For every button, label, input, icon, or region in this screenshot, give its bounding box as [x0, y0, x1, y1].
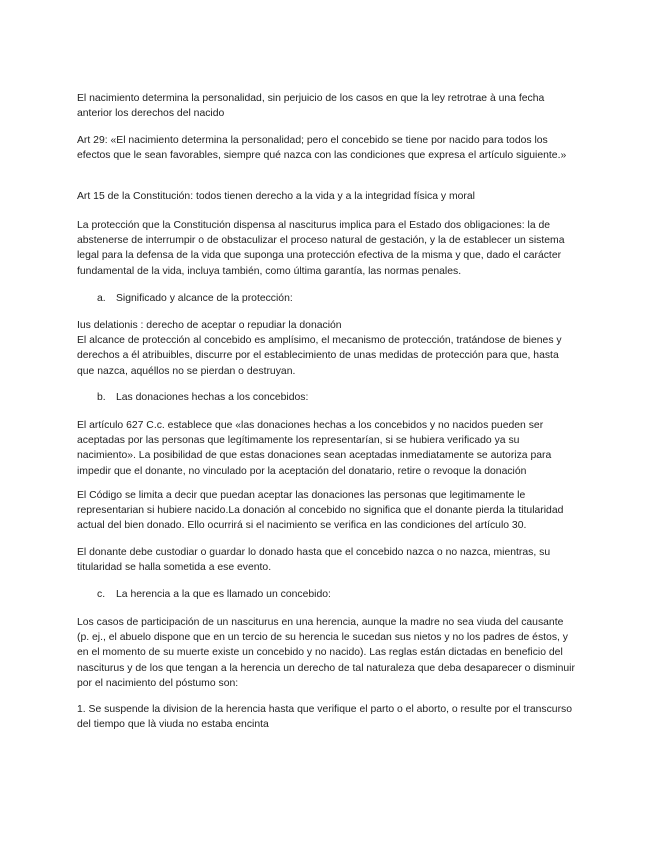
paragraph-personalidad: [77, 91, 577, 121]
paragraph-donante: [77, 545, 577, 575]
paragraph-codigo: [77, 488, 577, 534]
paragraph-alcance: [77, 318, 577, 379]
list-item-a: [97, 291, 567, 306]
list-marker: b.: [97, 392, 106, 403]
paragraph-text: El donante debe custodiar o guardar lo donado hasta que el concebido nazca o no nazca, mientras, su titularidad se halla sometida a ese evento.: [77, 547, 551, 574]
paragraph-art-627: [77, 418, 577, 479]
list-item-text: Las donaciones hechas a los concebidos:: [116, 392, 309, 403]
paragraph-text: Los casos de participación de un nasciturus en una herencia, aunque la madre no sea viuda del causante (p. ej., el abuelo dispone que en un tercio de su herencia le sucedan sus nietos y no los padres de éstos, y en el momento de su muerte existe un concebido y no nacido). Las reglas están dictadas en beneficio del nasciturus y de los que tengan a la herencia un derecho de tal naturaleza que deba desaparecer o disminuir por el nacimiento del póstumo son:: [77, 617, 575, 689]
paragraph-art-29: [77, 133, 577, 163]
paragraph-text: El Código se limita a decir que puedan aceptar las donaciones las personas que legitimamente le representarian si hubiere nacido.La donación al concebido no significa que el donante pierda la titularidad actual del bien donado. Ello ocurrirá si el nacimiento se verifica en las condiciones del artículo 30.: [77, 490, 564, 532]
paragraph-text: 1. Se suspende la division de la herencia hasta que verifique el parto o el aborto, o resulte por el transcurso del tiempo que là viuda no estaba encinta: [77, 704, 573, 731]
paragraph-line: Ius delationis : derecho de aceptar o repudiar la donación: [77, 320, 342, 331]
list-item-c: [97, 587, 567, 602]
list-item-text: Significado y alcance de la protección:: [116, 293, 293, 304]
paragraph-text: El alcance de protección al concebido es amplísimo, el mecanismo de protección, tratándose de bienes y derechos a él atribuibles, discurre por el establecimiento de unas medidas de protección para que, hasta que nazca, aquéllos no se pierdan o destruyan.: [77, 335, 562, 377]
paragraph-art-15: [77, 189, 577, 204]
paragraph-regla-1: [77, 702, 577, 732]
paragraph-text: El artículo 627 C.c. establece que «las donaciones hechas a los concebidos y no nacidos pueden ser aceptadas por las personas que legítimamente los representarían, si se hubiera verificado ya su nacimiento». La posibilidad de que estas donaciones sean aceptadas inmediatamente se autoriza para impedir que el donante, no vinculado por la aceptación del donatario, retire o revoque la donación: [77, 420, 552, 477]
list-marker: a.: [97, 293, 106, 304]
list-marker: c.: [97, 589, 106, 600]
paragraph-text: El nacimiento determina la personalidad, sin perjuicio de los casos en que la ley retrotrae à una fecha anterior los derechos del nacido: [77, 93, 545, 120]
list-item-text: La herencia a la que es llamado un concebido:: [116, 589, 331, 600]
list-item-b: [97, 390, 567, 405]
paragraph-herencia: [77, 615, 577, 691]
paragraph-text: Art 15 de la Constitución: todos tienen derecho a la vida y a la integridad física y moral: [77, 191, 475, 202]
paragraph-text: Art 29: «El nacimiento determina la personalidad; pero el concebido se tiene por nacido para todos los efectos que le sean favorables, siempre qué nazca con las condiciones que expresa el artículo siguiente.»: [77, 135, 567, 162]
paragraph-text: La protección que la Constitución dispensa al nasciturus implica para el Estado dos obligaciones: la de abstenerse de interrumpir o de obstaculizar el proceso natural de gestación, y la de establecer un sistema legal para la defensa de la vida que suponga una protección efectiva de la misma y que, dado el carácter fundamental de la vida, incluya también, como última garantía, las normas penales.: [77, 220, 565, 277]
paragraph-proteccion: [77, 218, 577, 279]
